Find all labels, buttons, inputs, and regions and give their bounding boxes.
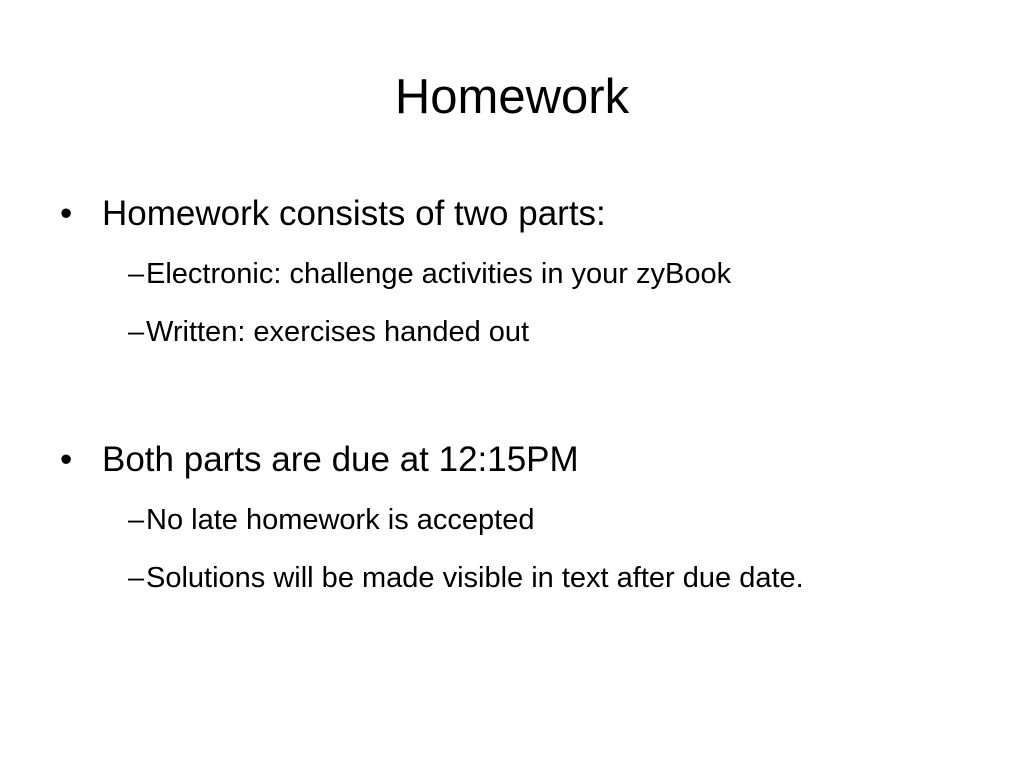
sub-bullet-text: Electronic: challenge activities in your zyBook	[146, 258, 732, 290]
bullet-marker: •	[60, 194, 73, 233]
sub-bullet-item	[128, 496, 908, 544]
sub-bullet-text: Solutions will be made visible in text after due date.	[146, 562, 804, 594]
dash-marker: –	[128, 504, 145, 536]
sub-bullet-text: Written: exercises handed out	[146, 316, 530, 348]
sub-bullet-text: No late homework is accepted	[146, 504, 535, 536]
bullet-text: Both parts are due at 12:15PM	[102, 440, 579, 479]
dash-marker: –	[128, 258, 145, 290]
sub-bullet-item	[128, 250, 908, 298]
slide-title: Homework	[394, 70, 630, 124]
bullet-text: Homework consists of two parts:	[102, 194, 606, 233]
bullet-marker: •	[60, 440, 73, 479]
sub-bullet-item	[128, 554, 908, 602]
dash-marker: –	[128, 562, 145, 594]
bullet-item	[60, 192, 960, 236]
bullet-item	[60, 438, 960, 482]
sub-bullet-item	[128, 308, 908, 356]
dash-marker: –	[128, 316, 145, 348]
